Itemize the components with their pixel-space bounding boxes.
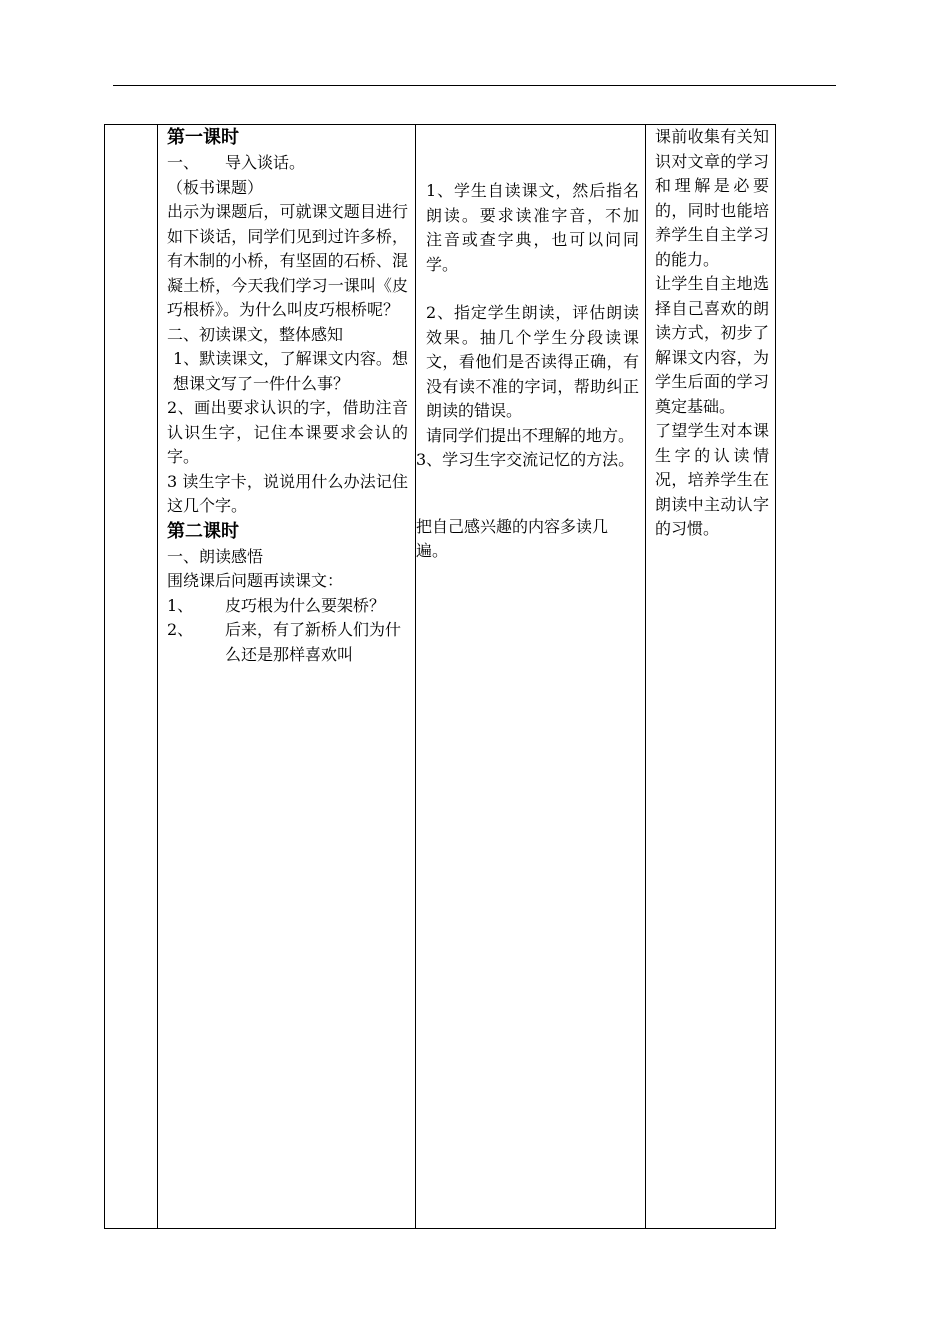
board-note: （板书课题） [167,177,264,197]
question-number: 1、 [167,595,194,615]
design-intent-column [646,125,775,1228]
activity-memorize-characters: 3、学习生字交流记忆的方法。 [416,450,635,469]
lesson-plan-table [104,124,776,1229]
teaching-process-column [158,125,416,1228]
question-intro: 围绕课后问题再读课文： [167,571,344,590]
intent-character-recognition: 了望学生对本课生字的认读情况，培养学生在朗读中主动认字的习惯。 [655,421,769,538]
intro-number: 一、 [167,153,200,172]
question-number: 2、 [167,620,194,639]
activity-raise-questions: 请同学们提出不理解的地方。 [426,425,635,445]
intent-collect-knowledge: 课前收集有关知识对文章的学习和理解是必要的，同时也能培养学生自主学习的能力。 [655,127,769,269]
activity-assess-reading: 2、指定学生朗读，评估朗读效果。抽几个学生分段读课文，看他们是否读得正确，有没有读不准的字词，帮助纠正朗读的错误。 [426,303,639,420]
section-reading-comprehension: 一、朗读感悟 [167,546,264,566]
lesson1-heading: 第一课时 [167,127,239,148]
question-text: 皮巧根为什么要架桥？ [225,595,386,615]
blank-column [105,125,158,1228]
question-text: 后来，有了新桥人们为什么还是那样喜欢叫 [225,620,402,664]
intro-paragraph: 出示为课题后，可就课文题目进行如下谈话，同学们见到过许多桥，有木制的小桥，有坚固的石桥、混凝土桥，今天我们学习一课叫《皮巧根桥》。为什么叫皮巧根桥呢？ [167,202,408,319]
student-activity-column [416,125,646,1228]
intro-title: 导入谈话。 [225,153,306,172]
activity-reread: 把自己感兴趣的内容多读几遍。 [416,516,609,560]
header-rule [113,85,836,86]
section-first-reading: 二、初读课文，整体感知 [167,324,344,344]
question-item [167,618,408,667]
question-item [167,594,408,619]
step-silent-reading: 1、默读课文，了解课文内容。想想课文写了一件什么事？ [173,349,408,393]
step-character-cards: 3 读生字卡，说说用什么办法记住这几个字。 [167,471,408,515]
activity-self-reading: 1、学生自读课文，然后指名朗读。要求读准字音，不加 注音或查字典，也可以问同学。 [426,181,639,274]
step-mark-characters: 2、画出要求认识的字，借助注音认识生字，记住本课要求会认的字。 [167,398,408,466]
lesson2-heading: 第二课时 [167,520,239,542]
intro-section [167,151,408,176]
intent-choose-reading: 让学生自主地选择自己喜欢的朗读方式，初步了解课文内容，为学生后面的学习奠定基础。 [655,274,769,416]
